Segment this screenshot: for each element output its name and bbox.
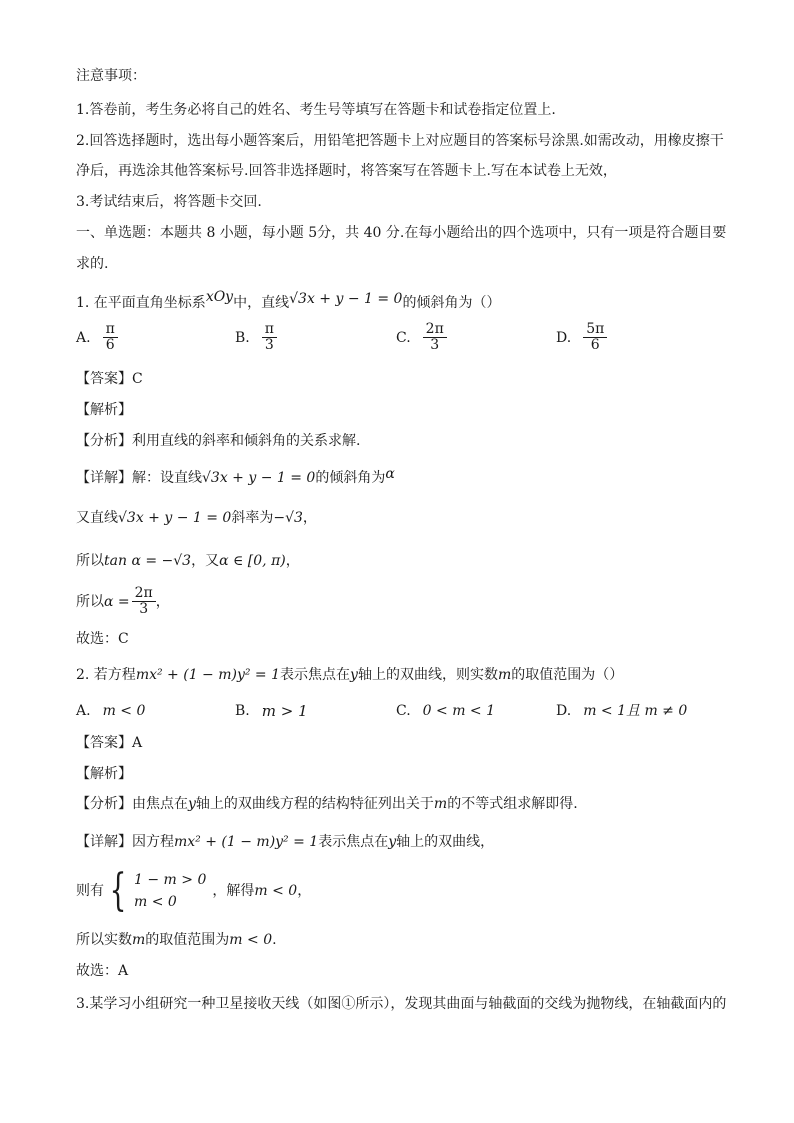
q1-detail-4: [76, 586, 170, 617]
notice-item-2-line-1: 2.回答选择题时，选出每小题答案后，用铅笔把答题卡上对应题目的答案标号涂黑.如需改动，用橡皮擦干: [76, 133, 724, 149]
q2-option-a: [76, 701, 145, 721]
q1-fenxi: [76, 431, 360, 451]
q2-answer: [76, 733, 142, 753]
fraction-numerator: 2π: [132, 586, 156, 602]
detail-variable: m: [132, 932, 146, 948]
section-header-line-2: 求的.: [76, 256, 109, 272]
detail-text: .: [272, 932, 277, 948]
q2-option-d: [556, 701, 687, 721]
detail-text: ，: [302, 510, 317, 526]
q2-detail-1: [76, 832, 494, 852]
option-text: m > 1: [261, 702, 308, 720]
option-letter: B.: [235, 703, 250, 719]
q2-equation: mx² + (1 − m)y² = 1: [135, 667, 281, 683]
fenxi-text: 由焦点在: [132, 796, 188, 812]
q1-analysis-tag: 【解析】: [76, 402, 132, 418]
detail-text: ，: [285, 553, 300, 569]
detail-value: −√3: [273, 510, 303, 526]
detail-fraction: [132, 586, 156, 617]
q1-mid: 中，直线: [233, 295, 290, 311]
answer-tag: 【答案】: [76, 371, 132, 387]
notice-title: 注意事项：: [76, 68, 146, 84]
fraction-denominator: 3: [139, 601, 149, 617]
system-row-2: m < 0: [134, 894, 177, 910]
q2-analysis-tag: 【解析】: [76, 766, 132, 782]
detail-text: 因方程: [132, 834, 174, 850]
detail-equation: α =: [104, 593, 130, 610]
option-fraction: [262, 322, 277, 353]
q1-detail-1: [76, 468, 395, 488]
q2-choice: 故选：A: [76, 963, 129, 979]
fraction-denominator: 6: [590, 337, 600, 353]
q2-stem: [76, 665, 623, 685]
q1-coord: xOy: [205, 289, 234, 305]
fraction-numerator: π: [262, 322, 277, 338]
option-letter: C.: [396, 329, 411, 346]
detail-equation: tan α = −√3: [104, 553, 192, 569]
detail-result: m < 0: [229, 932, 273, 948]
option-fraction: [423, 322, 447, 353]
fenxi-tag: 【分析】: [76, 433, 132, 449]
detail-text: 则有: [76, 883, 104, 899]
option-text: m < 0: [102, 703, 146, 719]
q3-stem-line-1: 3.某学习小组研究一种卫星接收天线（如图①所示），发现其曲面与轴截面的交线为抛物线，在轴截面内的: [76, 996, 727, 1012]
system-rows: [134, 869, 206, 913]
q2-fenxi: [76, 794, 578, 814]
fenxi-text: 利用直线的斜率和倾斜角的关系求解.: [132, 433, 361, 449]
detail-text: ，又: [191, 553, 220, 569]
detail-text: 又直线: [76, 510, 118, 526]
q1-option-b: [235, 322, 277, 353]
option-letter: A.: [76, 329, 91, 346]
notice-item-1: 1.答卷前，考生务必将自己的姓名、考生号等填写在答题卡和试卷指定位置上.: [76, 102, 556, 118]
q1-choice: 故选：C: [76, 631, 129, 647]
detail-text: 解：设直线: [132, 470, 202, 486]
option-text: 0 < m < 1: [422, 703, 496, 719]
q1-line-equation: √3x + y − 1 = 0: [289, 291, 403, 307]
detail-result: m < 0: [254, 883, 298, 899]
option-letter: B.: [235, 329, 250, 346]
fraction-denominator: 3: [430, 337, 440, 353]
detail-text: ，解得: [212, 883, 255, 899]
detail-text: 所以实数: [76, 932, 132, 948]
option-letter: A.: [76, 703, 91, 719]
detail-equation: √3x + y − 1 = 0: [118, 510, 232, 526]
q2-detail-3: [76, 930, 277, 950]
q2-detail-2: [76, 865, 312, 916]
detail-equation: √3x + y − 1 = 0: [202, 470, 316, 486]
q1-option-a: [76, 322, 118, 353]
detail-tag: 【详解】: [76, 470, 132, 486]
notice-item-2-line-2: 净后，再选涂其他答案标号.回答非选择题时，将答案写在答题卡上.写在本试卷上无效，: [76, 163, 617, 179]
fenxi-text: 的不等式组求解即得.: [447, 796, 578, 812]
fraction-denominator: 3: [264, 337, 274, 353]
detail-text: 斜率为: [231, 510, 274, 526]
option-fraction: [103, 322, 118, 353]
inequality-system: [104, 865, 207, 916]
fraction-denominator: 6: [105, 337, 115, 353]
q1-suffix: 的倾斜角为（）: [402, 295, 501, 311]
fenxi-text: 轴上的双曲线方程的结构特征列出关于: [195, 796, 434, 812]
q2-option-c: [396, 701, 495, 721]
fenxi-tag: 【分析】: [76, 796, 132, 812]
left-brace-icon: {: [109, 865, 127, 916]
q2-text: 轴上的双曲线，则实数: [357, 667, 498, 683]
q1-prefix: 1. 在平面直角坐标系: [76, 295, 206, 311]
q2-axis: y: [350, 667, 358, 683]
answer-tag: 【答案】: [76, 735, 132, 751]
q2-option-b: [235, 701, 308, 721]
answer-value: C: [132, 371, 143, 387]
option-text: m < 1且 m ≠ 0: [583, 703, 688, 719]
detail-text: 轴上的双曲线，: [396, 834, 495, 850]
detail-text: ，: [155, 593, 170, 610]
detail-equation: mx² + (1 − m)y² = 1: [174, 834, 319, 850]
detail-text: 的取值范围为: [145, 932, 230, 948]
q2-prefix: 2. 若方程: [76, 667, 136, 683]
fraction-numerator: 2π: [423, 322, 447, 338]
q1-stem: [76, 289, 501, 313]
detail-text: 表示焦点在: [318, 834, 389, 850]
fraction-numerator: π: [103, 322, 118, 338]
detail-text: 所以: [76, 553, 104, 569]
fenxi-axis: y: [188, 796, 196, 812]
detail-set: α ∈ [0, π): [219, 553, 286, 569]
detail-tag: 【详解】: [76, 834, 132, 850]
q1-option-c: [396, 322, 447, 353]
system-row-1: 1 − m > 0: [134, 872, 207, 888]
fraction-numerator: 5π: [583, 322, 607, 338]
detail-axis: y: [388, 834, 397, 850]
q2-suffix: 的取值范围为（）: [511, 667, 624, 683]
detail-text: 所以: [76, 593, 104, 610]
q2-variable: m: [497, 667, 512, 683]
option-fraction: [583, 322, 607, 353]
option-letter: C.: [396, 703, 411, 719]
detail-text: 的倾斜角为: [315, 470, 386, 486]
q1-answer: [76, 369, 143, 389]
detail-text: ，: [297, 883, 312, 899]
q1-option-d: [556, 322, 607, 353]
q1-detail-2: [76, 508, 317, 528]
alpha-symbol: α: [385, 466, 395, 482]
q2-text: 表示焦点在: [280, 667, 351, 683]
answer-value: A: [132, 735, 143, 751]
q1-detail-3: [76, 551, 300, 571]
fenxi-variable: m: [433, 796, 448, 812]
option-letter: D.: [556, 703, 572, 719]
section-header-line-1: 一、单选题：本题共 8 小题，每小题 5分，共 40 分.在每小题给出的四个选项中，只有一项是符合题目要: [76, 225, 727, 241]
notice-item-3: 3.考试结束后，将答题卡交回.: [76, 194, 262, 210]
option-letter: D.: [556, 329, 572, 346]
